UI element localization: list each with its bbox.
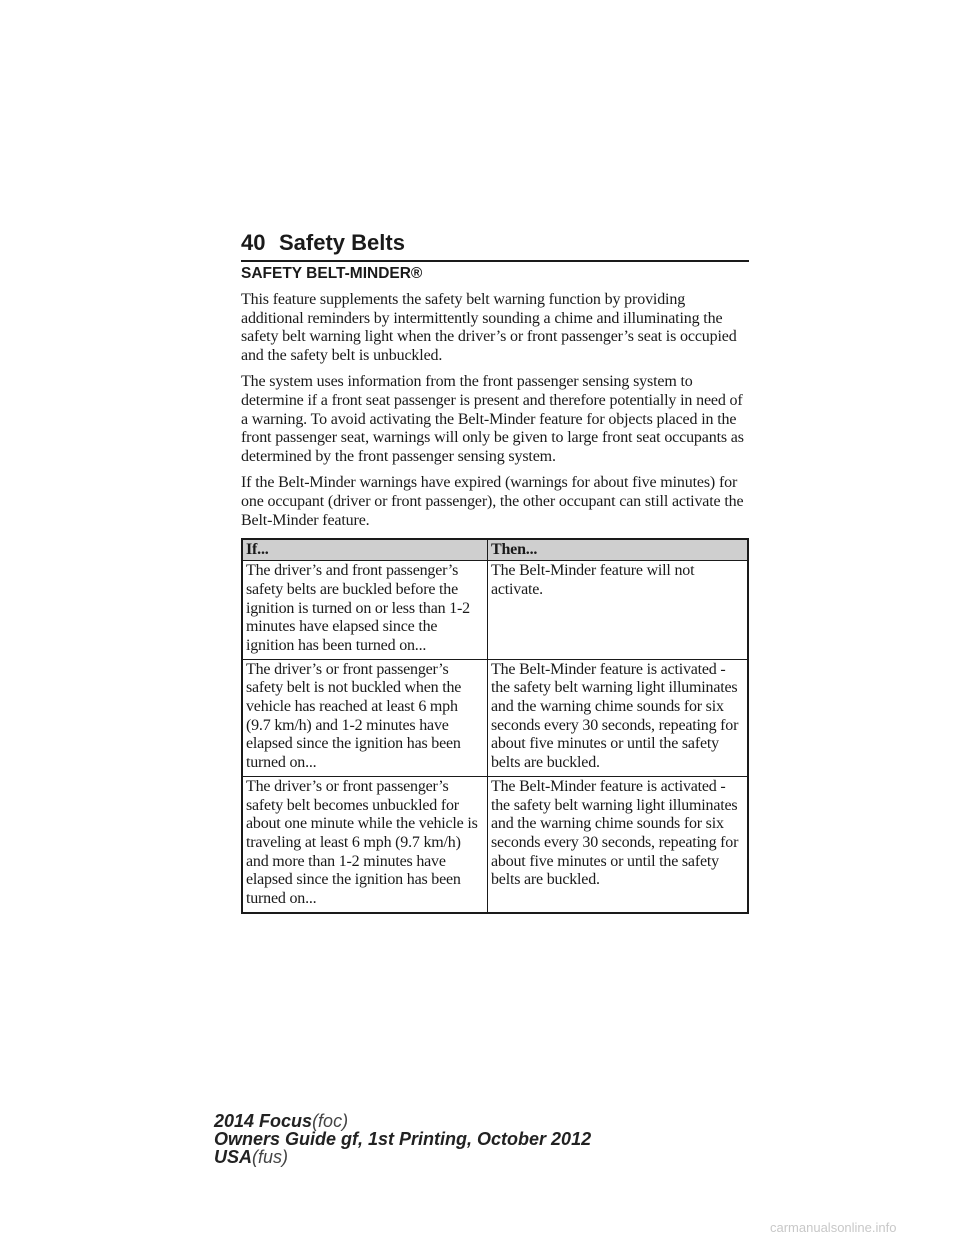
page-content	[241, 264, 750, 914]
table-row	[242, 776, 748, 912]
belt-minder-table	[241, 538, 749, 914]
footer-line-1	[214, 1112, 591, 1130]
document-footer	[214, 1112, 591, 1166]
watermark: carmanualsonline.info	[770, 1220, 897, 1235]
footer-market-code: (fus)	[252, 1147, 289, 1167]
footer-line-3	[214, 1148, 591, 1166]
footer-market: USA	[214, 1147, 253, 1167]
paragraph-2: The system uses information from the front passenger sensing system to determine if a front seat passenger is present and therefore potentially in need of a warning. To avoid activating the Belt-Minder feature for objects placed in the front passenger seat, warnings will only be given to large front seat occupants as determined by the front passenger sensing system.	[241, 373, 744, 465]
table-cell-if: The driver’s or front passenger’s safety belt is not buckled when the vehicle has reached at least 6 mph (9.7 km/h) and 1-2 minutes have elapsed since the ignition has been turned on...	[242, 659, 488, 776]
table-cell-then: The Belt-Minder feature is activated - the safety belt warning light illuminates and the warning chime sounds for six seconds every 30 seconds, repeating for about five minutes or until the safety belts are buckled.	[488, 776, 749, 912]
section-title: Safety Belts	[279, 230, 405, 255]
footer-model-code: (foc)	[312, 1111, 349, 1131]
table-cell-then: The Belt-Minder feature is activated - the safety belt warning light illuminates and the warning chime sounds for six seconds every 30 seconds, repeating for about five minutes or until the safety belts are buckled.	[488, 659, 749, 776]
table-cell-if: The driver’s or front passenger’s safety belt becomes unbuckled for about one minute while the vehicle is traveling at least 6 mph (9.7 km/h) and more than 1-2 minutes have elapsed since the ignition has been turned on...	[242, 776, 488, 912]
footer-model: 2014 Focus	[214, 1111, 313, 1131]
page-number: 40	[241, 230, 266, 255]
table-cell-then: The Belt-Minder feature will not activate.	[488, 561, 749, 660]
table-header-row	[242, 539, 748, 561]
paragraph-1: This feature supplements the safety belt warning function by providing additional reminders by intermittently sounding a chime and illuminating the safety belt warning light when the driver’s or front passenger’s seat is occupied and the safety belt is unbuckled.	[241, 291, 737, 364]
page-header	[241, 226, 749, 262]
table-cell-if: The driver’s and front passenger’s safety belts are buckled before the ignition is turned on or less than 1-2 minutes have elapsed since the ignition has been turned on...	[242, 561, 488, 660]
footer-line-2: Owners Guide gf, 1st Printing, October 2012	[214, 1129, 592, 1149]
section-heading: SAFETY BELT-MINDER®	[241, 265, 423, 282]
table-row	[242, 659, 748, 776]
column-header-if: If...	[242, 539, 488, 561]
column-header-then: Then...	[488, 539, 749, 561]
table-row	[242, 561, 748, 660]
paragraph-3: If the Belt-Minder warnings have expired (warnings for about five minutes) for one occupant (driver or front passenger), the other occupant can still activate the Belt-Minder feature.	[241, 474, 744, 529]
